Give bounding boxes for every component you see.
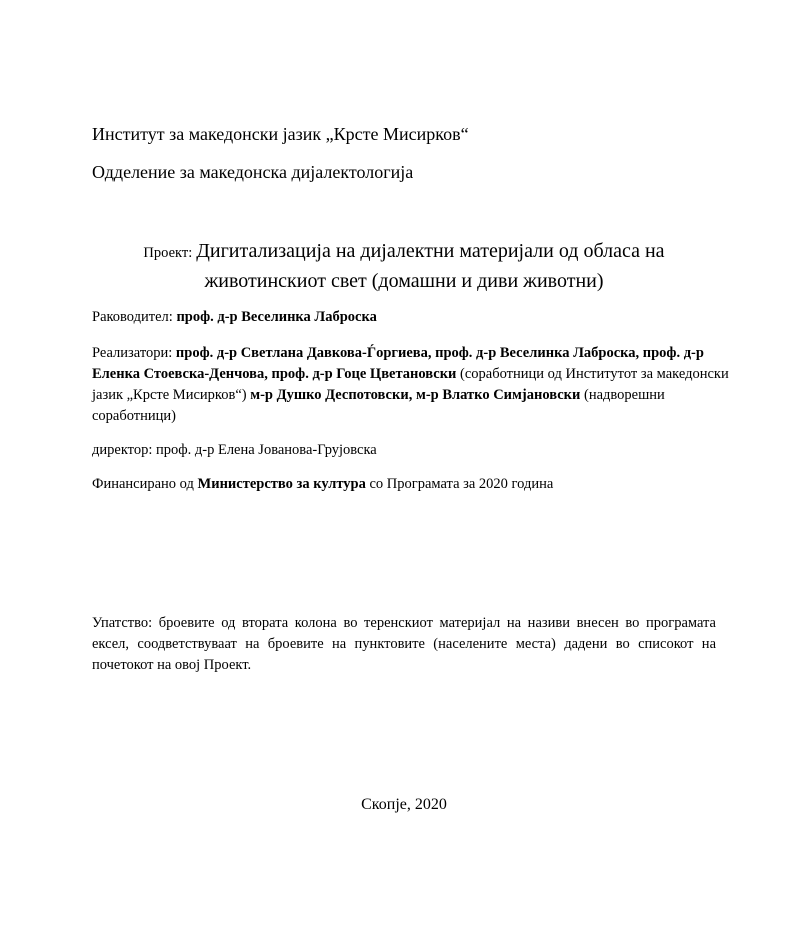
project-label: Проект: [143,245,193,261]
instruction-paragraph: Упатство: броевите од втората колона во теренскиот материјал на називи внесен во програмата ексел, соодветствуваат на броевите на пунктовите (населените места) дадени во списокот на почетокот на овој Проект. [92,615,716,673]
project-title-line-1: Дигитализација на дијалектни материјали од обласа на [196,240,665,262]
project-leader [92,309,377,326]
department-name: Одделение за македонска дијалектологија [92,162,414,182]
funding-suffix: со Програмата за 2020 година [369,476,554,492]
team-members-institute: проф. д-р Светлана Давкова-Ѓоргиева, проф. д-р Веселинка Лаброска, проф. д-р Еленка Стоевска-Денчова, проф. д-р Гоце Цветановски [92,345,704,382]
team-label: Реализатори: [92,345,173,361]
funding-ministry: Министерство за култура [197,476,366,492]
team-note-external: (надворешни соработници) [92,387,665,424]
team-members-external: м-р Душко Деспотовски, м-р Влатко Симјановски [250,387,581,403]
team-note-institute: (соработници од Институтот за македонски јазик „Крсте Мисирков“) [92,366,729,403]
funding [92,476,553,493]
project-heading [60,237,748,297]
funding-prefix: Финансирано од [92,476,194,492]
project-team [92,343,732,427]
project-title-line-2: животинскиот свет (домашни и диви животни) [204,270,604,292]
leader-name: проф. д-р Веселинка Лаброска [176,309,377,325]
institute-name: Институт за македонски јазик „Крсте Мисирков“ [92,124,469,144]
place-and-date: Скопје, 2020 [361,796,447,813]
director: директор: проф. д-р Елена Јованова-Грујовска [92,442,377,458]
leader-label: Раководител: [92,309,173,325]
